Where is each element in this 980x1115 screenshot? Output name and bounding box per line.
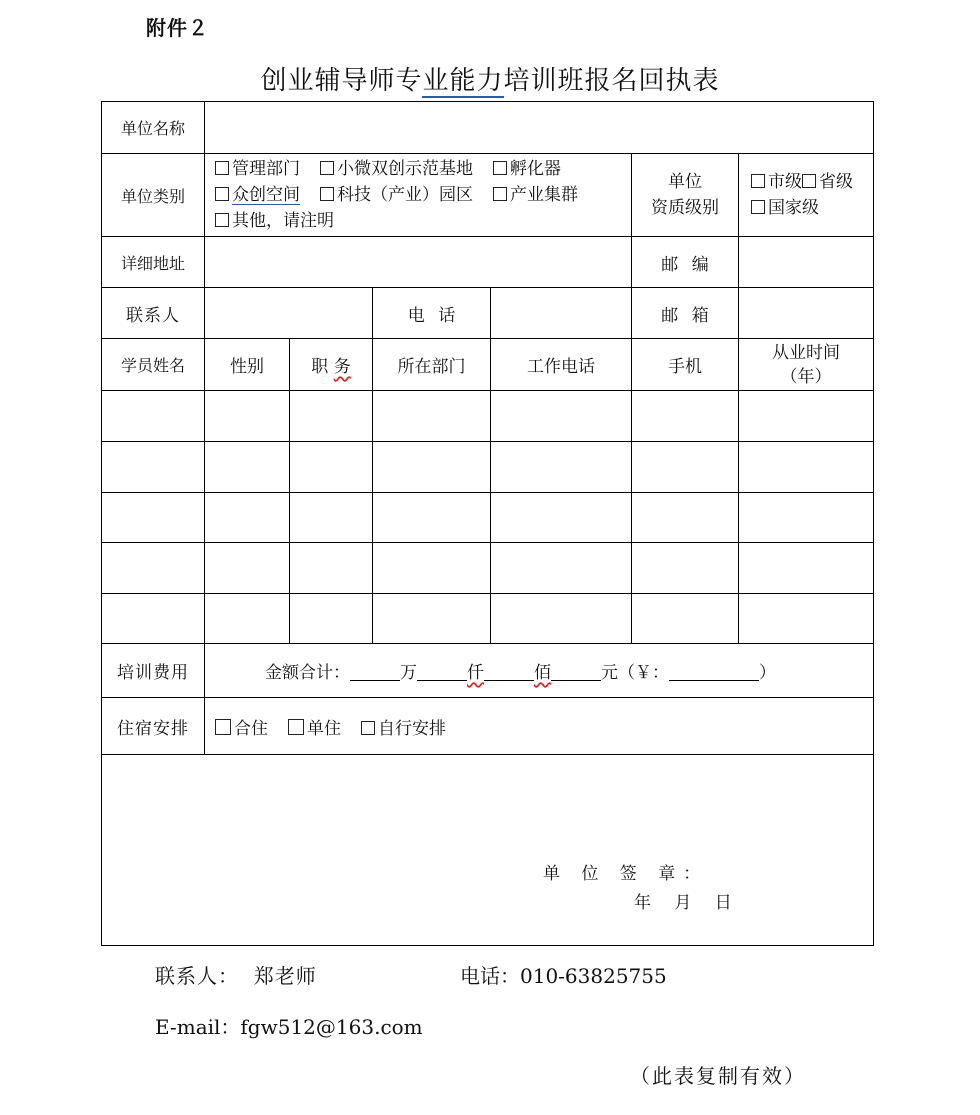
student-cell[interactable] [102, 391, 205, 442]
student-cell[interactable] [632, 594, 739, 644]
header-position-text: 职 [311, 357, 334, 377]
header-gender: 性别 [205, 339, 290, 391]
option-incubator[interactable] [493, 159, 561, 179]
student-cell[interactable] [205, 543, 290, 594]
option-label: 众创空间 [232, 185, 300, 205]
checkbox-icon[interactable] [361, 721, 375, 735]
unit-type-options [205, 154, 632, 237]
footer-email: E-mail：fgw512@163.com [155, 1015, 423, 1039]
contact-label: 联系人 [102, 288, 205, 339]
registration-form [101, 101, 874, 946]
option-label: 市级 [768, 172, 802, 192]
address-field[interactable] [205, 237, 632, 288]
student-cell[interactable] [205, 594, 290, 644]
signature-area [102, 755, 874, 946]
option-label: 产业集群 [510, 185, 578, 205]
header-position-text-marked: 务 [333, 357, 351, 377]
title-part-2: 培训班报名回执表 [503, 66, 720, 96]
option-other[interactable] [215, 211, 334, 231]
checkbox-icon[interactable] [288, 719, 304, 735]
header-years-line1: 从业时间 [772, 342, 841, 363]
student-row [102, 594, 874, 644]
option-label: 国家级 [768, 198, 819, 218]
fee-blank-bai[interactable] [484, 662, 534, 681]
fee-blank-yuan[interactable] [551, 662, 601, 681]
date-label: 年 月 日 [634, 893, 732, 913]
student-cell[interactable] [739, 442, 874, 493]
option-label: 孵化器 [510, 159, 561, 179]
option-label: 管理部门 [232, 159, 300, 179]
header-mobile: 手机 [632, 339, 739, 391]
option-city[interactable] [751, 172, 802, 192]
option-park[interactable] [320, 185, 473, 205]
student-cell[interactable] [739, 594, 874, 644]
student-cell[interactable] [491, 442, 632, 493]
email-label: 邮 箱 [632, 288, 739, 339]
checkbox-icon[interactable] [320, 161, 334, 175]
student-row [102, 391, 874, 442]
option-label: 省级 [819, 172, 853, 192]
unit-name-field[interactable] [205, 102, 874, 154]
student-cell[interactable] [290, 493, 373, 543]
student-cell[interactable] [373, 493, 491, 543]
header-years [739, 339, 874, 391]
student-cell[interactable] [739, 543, 874, 594]
checkbox-icon[interactable] [751, 174, 765, 188]
qualification-options [739, 154, 874, 237]
student-row [102, 442, 874, 493]
postcode-label: 邮 编 [632, 237, 739, 288]
checkbox-icon[interactable] [320, 187, 334, 201]
student-cell[interactable] [205, 493, 290, 543]
header-department: 所在部门 [373, 339, 491, 391]
student-cell[interactable] [632, 442, 739, 493]
contact-field[interactable] [205, 288, 373, 339]
unit-name-label: 单位名称 [102, 102, 205, 154]
option-province[interactable] [802, 172, 853, 192]
student-cell[interactable] [373, 391, 491, 442]
title-part-underlined: 业能力 [422, 66, 504, 96]
option-cluster[interactable] [493, 185, 578, 205]
student-cell[interactable] [290, 594, 373, 644]
checkbox-icon[interactable] [215, 161, 229, 175]
student-cell[interactable] [491, 493, 632, 543]
student-cell[interactable] [102, 543, 205, 594]
header-years-line2: （年） [780, 366, 832, 387]
option-mgmt[interactable] [215, 159, 300, 179]
fee-blank-qian[interactable] [417, 662, 467, 681]
fee-blank-wan[interactable] [350, 662, 400, 681]
option-label: 科技（产业）园区 [337, 185, 473, 205]
student-cell[interactable] [632, 493, 739, 543]
student-cell[interactable] [290, 391, 373, 442]
seal-label: 单 位 签 章： [543, 864, 709, 884]
option-label: 自行安排 [378, 718, 446, 739]
lodging-options [205, 698, 874, 755]
option-single[interactable] [288, 719, 341, 739]
option-self[interactable] [361, 719, 446, 739]
student-row [102, 543, 874, 594]
fee-close-paren: ） [759, 663, 776, 683]
fee-unit-bai: 佰 [534, 663, 551, 683]
student-cell[interactable] [491, 543, 632, 594]
checkbox-icon[interactable] [802, 174, 816, 188]
unit-type-label: 单位类别 [102, 154, 205, 237]
student-cell[interactable] [290, 442, 373, 493]
footer-contact: 联系人： 郑老师 [155, 964, 317, 988]
checkbox-icon[interactable] [215, 213, 229, 227]
qualification-label-line2: 资质级别 [651, 198, 719, 218]
student-cell[interactable] [632, 391, 739, 442]
student-row [102, 493, 874, 543]
fee-blank-total[interactable] [669, 662, 759, 681]
fee-total-label: 金额合计： [265, 663, 350, 683]
checkbox-icon[interactable] [215, 719, 231, 735]
footer-note: （此表复制有效） [630, 1064, 806, 1088]
student-cell[interactable] [102, 594, 205, 644]
page-title [0, 60, 980, 97]
student-cell[interactable] [102, 493, 205, 543]
student-cell[interactable] [373, 543, 491, 594]
seal-block [102, 755, 873, 945]
checkbox-icon[interactable] [215, 187, 229, 201]
checkbox-icon[interactable] [751, 200, 765, 214]
option-label: 小微双创示范基地 [337, 159, 473, 179]
student-cell[interactable] [491, 594, 632, 644]
student-cell[interactable] [373, 442, 491, 493]
address-label: 详细地址 [102, 237, 205, 288]
title-part-1: 创业辅导师专 [260, 66, 423, 96]
phone-field[interactable] [491, 288, 632, 339]
option-national[interactable] [751, 198, 819, 218]
student-cell[interactable] [102, 442, 205, 493]
option-label: 合住 [234, 718, 268, 739]
fee-unit-qian: 仟 [467, 663, 484, 683]
header-position [290, 339, 373, 391]
checkbox-icon[interactable] [493, 187, 507, 201]
fee-unit-wan: 万 [400, 663, 417, 683]
option-demo-base[interactable] [320, 159, 473, 179]
fee-label: 培训费用 [102, 644, 205, 698]
postcode-field[interactable] [739, 237, 874, 288]
student-cell[interactable] [205, 442, 290, 493]
checkbox-icon[interactable] [493, 161, 507, 175]
header-student-name: 学员姓名 [102, 339, 205, 391]
fee-unit-yuan: 元（￥： [601, 663, 669, 683]
student-cell[interactable] [739, 493, 874, 543]
option-label: 单住 [307, 718, 341, 739]
lodging-label: 住宿安排 [102, 698, 205, 755]
option-shared[interactable] [215, 719, 268, 739]
footer-phone: 电话：010-63825755 [460, 964, 667, 988]
student-cell[interactable] [205, 391, 290, 442]
header-work-phone: 工作电话 [491, 339, 632, 391]
student-cell[interactable] [373, 594, 491, 644]
student-cell[interactable] [290, 543, 373, 594]
student-cell[interactable] [632, 543, 739, 594]
annex-label: 附件２ [146, 16, 209, 40]
student-cell[interactable] [739, 391, 874, 442]
option-makerspace[interactable] [215, 185, 300, 205]
qualification-label [632, 154, 739, 237]
fee-amount-line [205, 644, 874, 698]
student-cell[interactable] [491, 391, 632, 442]
phone-label: 电 话 [373, 288, 491, 339]
option-label: 其他，请注明 [232, 211, 334, 231]
email-field[interactable] [739, 288, 874, 339]
qualification-label-line1: 单位 [668, 172, 702, 192]
